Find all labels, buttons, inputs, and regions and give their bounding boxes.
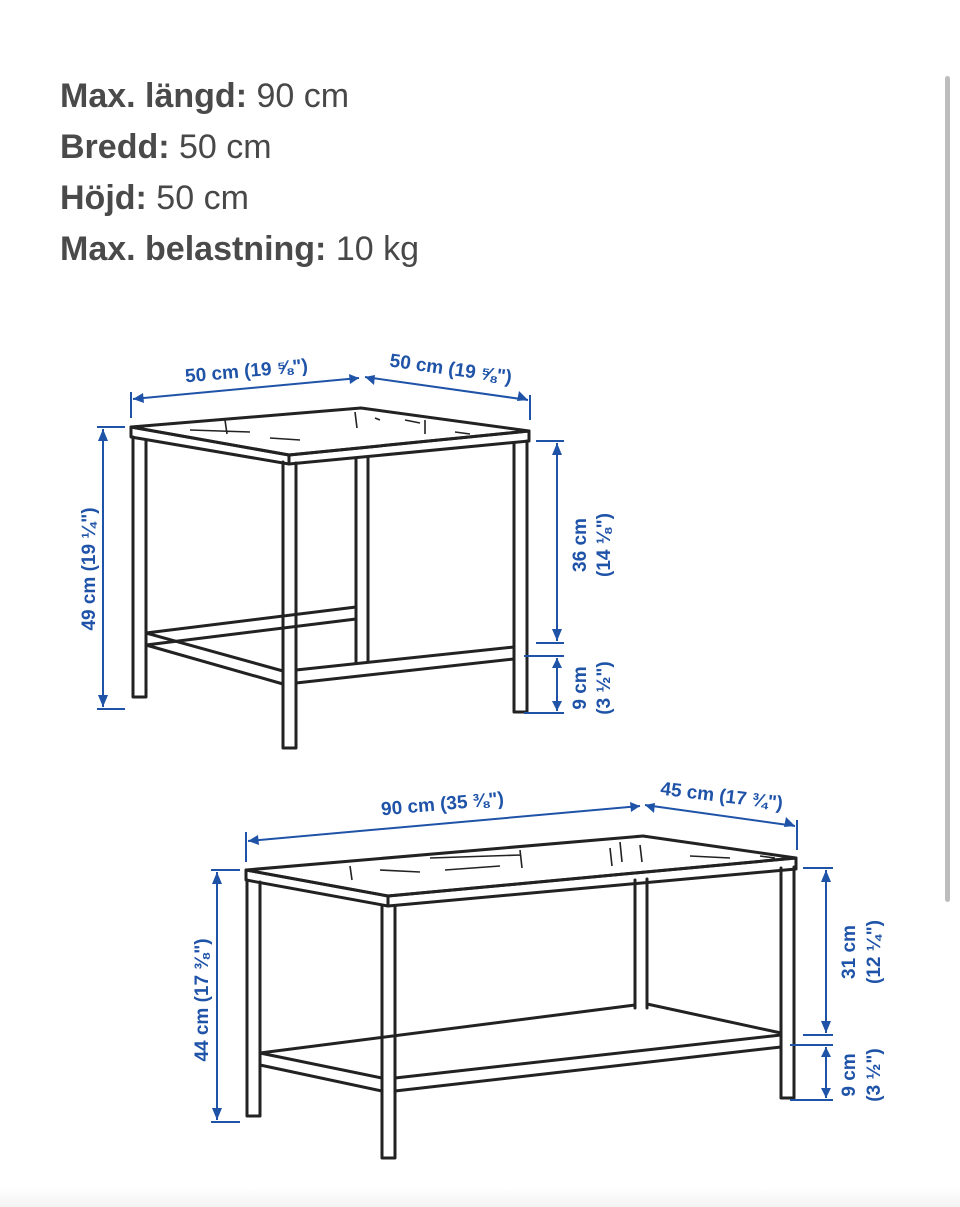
spec-label: Max. längd: [60,77,248,115]
small-table-illustration [131,408,529,748]
spec-label: Bredd: [60,128,170,166]
small-lower-inch-label: (3 ½") [594,661,615,715]
large-lower-inch-label: (3 ½") [864,1048,885,1102]
small-upper-inch-label: (14 ⅛") [594,513,615,577]
spec-label: Max. belastning: [60,230,327,268]
small-depth-label: 50 cm (19 ⅝") [388,350,514,389]
bottom-edge [0,1187,960,1207]
large-height-label: 44 cm (17 ⅜") [192,938,213,1062]
large-length-label: 90 cm (35 ⅜") [380,788,505,821]
large-upper-inch-label: (12 ¼") [864,920,885,984]
spec-label: Höjd: [60,179,147,217]
small-width-label: 50 cm (19 ⅝") [184,355,309,388]
large-lower-label: 9 cm [839,1053,860,1097]
small-height-label: 49 cm (19 ¼") [79,507,100,631]
scrollbar[interactable] [945,76,950,902]
small-upper-label: 36 cm [570,518,591,572]
small-lower-label: 9 cm [570,666,591,710]
spec-value: 10 kg [326,230,419,268]
large-table-illustration [246,836,796,1158]
spec-value: 50 cm [146,179,249,217]
large-upper-label: 31 cm [839,925,860,979]
small-table-dimensions [79,351,615,715]
spec-value: 50 cm [169,128,272,166]
spec-value: 90 cm [247,77,350,115]
large-depth-label: 45 cm (17 ¾") [659,778,785,815]
